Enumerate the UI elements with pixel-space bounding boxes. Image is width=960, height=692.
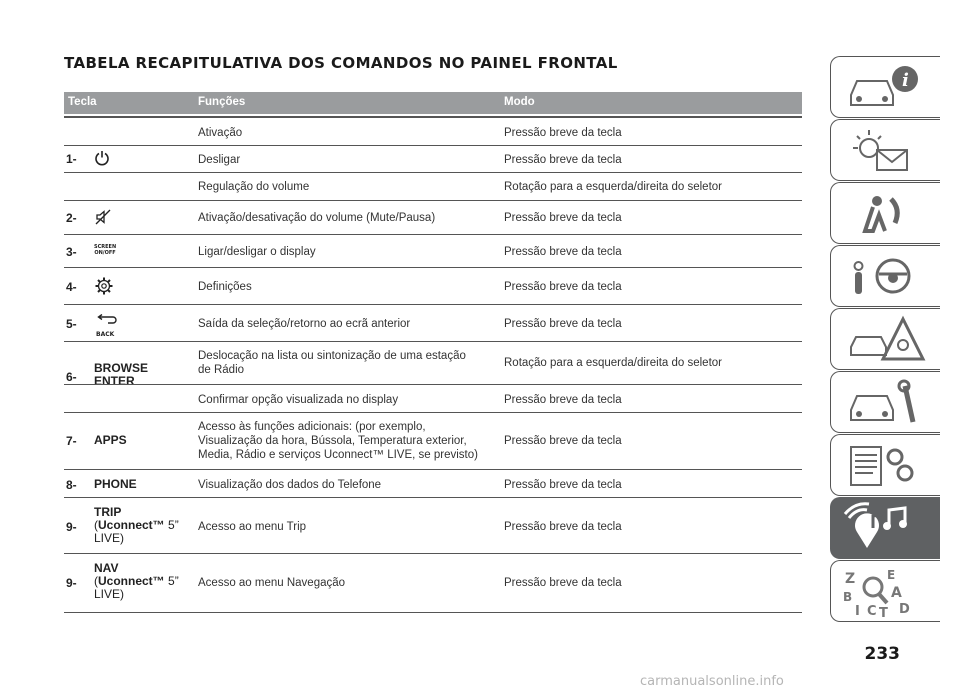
- maintenance-icon: [843, 376, 933, 430]
- tab-multimedia[interactable]: [830, 497, 940, 559]
- tab-maintenance[interactable]: [830, 371, 940, 433]
- function-text: Confirmar opção visualizada no display: [198, 394, 399, 406]
- mode-text: Rotação para a esquerda/direita do seletor: [504, 181, 723, 193]
- svg-text:T: T: [879, 606, 888, 619]
- table-row: [64, 413, 802, 470]
- key-bold: Uconnect™: [98, 574, 165, 588]
- table-row: [64, 268, 802, 305]
- row-number: 4-: [66, 280, 77, 294]
- mode-text: Pressão breve da tecla: [504, 479, 622, 491]
- tab-dashboard-lights[interactable]: [830, 119, 940, 181]
- function-line: Visualização da hora, Bússola, Temperatura exterior,: [198, 435, 467, 447]
- row-number: 8-: [66, 478, 77, 492]
- mode-text: Pressão breve da tecla: [504, 521, 622, 533]
- phone-key: PHONE: [94, 477, 137, 491]
- key-paren: (: [94, 518, 98, 532]
- mode-text: Pressão breve da tecla: [504, 394, 622, 406]
- tab-safety[interactable]: [830, 182, 940, 244]
- function-line: Acesso às funções adicionais: (por exemplo,: [198, 421, 426, 433]
- function-text: Ativação: [198, 127, 243, 139]
- table-subrow: [64, 118, 802, 146]
- svg-text:C: C: [867, 604, 877, 619]
- mode-text: Pressão breve da tecla: [504, 127, 622, 139]
- emergency-warning-icon: [843, 313, 933, 367]
- mode-text: Pressão breve da tecla: [504, 154, 622, 166]
- trip-key: [94, 506, 179, 545]
- tab-index[interactable]: [830, 560, 940, 622]
- car-info-icon: [843, 61, 933, 115]
- row-number: 6-: [66, 370, 77, 384]
- steering-key-icon: [843, 250, 933, 304]
- mode-text: Pressão breve da tecla: [504, 435, 622, 447]
- row-number: 1-: [66, 152, 77, 166]
- mode-text: Pressão breve da tecla: [504, 212, 622, 224]
- tab-car-info[interactable]: [830, 56, 940, 118]
- table-subrow: [64, 385, 802, 413]
- commands-table: [64, 92, 802, 613]
- row-number: 9-: [66, 576, 77, 590]
- function-text: [198, 349, 466, 377]
- table-subrow: [64, 173, 802, 200]
- watermark: carmanualsonline.info: [640, 674, 784, 689]
- mode-text: Pressão breve da tecla: [504, 246, 622, 258]
- nav-key: [94, 562, 179, 601]
- technical-data-icon: [843, 439, 933, 493]
- function-text: Ligar/desligar o display: [198, 246, 316, 258]
- index-icon: [843, 565, 933, 619]
- function-line: de Rádio: [198, 364, 245, 376]
- mode-text: Pressão breve da tecla: [504, 577, 622, 589]
- table-row: [64, 342, 802, 413]
- key-bold: Uconnect™: [98, 518, 165, 532]
- mute-icon: [94, 208, 112, 231]
- svg-text:A: A: [891, 585, 902, 601]
- row-number: 3-: [66, 245, 77, 259]
- table-subrow: [64, 342, 802, 385]
- header-functions: Funções: [198, 96, 246, 108]
- svg-text:Z: Z: [845, 571, 856, 587]
- table-row: [64, 118, 802, 201]
- row-number: 9-: [66, 520, 77, 534]
- key-size: 5”: [164, 518, 179, 532]
- table-row: [64, 305, 802, 342]
- svg-text:D: D: [899, 602, 910, 617]
- function-text: Desligar: [198, 154, 241, 166]
- function-text: Acesso ao menu Trip: [198, 521, 307, 533]
- function-line: Media, Rádio e serviços Uconnect™ LIVE, se previsto): [198, 449, 478, 461]
- onoff-icon-label: ON/OFF: [94, 250, 116, 256]
- tab-technical-data[interactable]: [830, 434, 940, 496]
- multimedia-icon: [843, 502, 933, 556]
- safety-airbag-icon: [843, 187, 933, 241]
- screen-onoff-icon: [94, 244, 116, 256]
- settings-gear-icon: [94, 276, 114, 301]
- back-icon: [94, 313, 118, 338]
- key-paren: (: [94, 574, 98, 588]
- function-text: Visualização dos dados do Telefone: [198, 479, 382, 491]
- function-line: Deslocação na lista ou sintonização de uma estação: [198, 350, 466, 362]
- key-line: LIVE): [94, 587, 125, 601]
- screen-icon-label: SCREEN: [94, 244, 117, 250]
- function-text: Ativação/desativação do volume (Mute/Pausa): [198, 212, 436, 224]
- key-line: ENTER: [94, 374, 135, 388]
- function-text: Saída da seleção/retorno ao ecrã anterior: [198, 318, 411, 330]
- function-text: Definições: [198, 281, 252, 293]
- row-number: 5-: [66, 317, 77, 331]
- mode-text: Pressão breve da tecla: [504, 318, 622, 330]
- tab-emergency[interactable]: [830, 308, 940, 370]
- table-row: [64, 470, 802, 498]
- page-number: 233: [864, 644, 900, 664]
- header-key: Tecla: [68, 96, 97, 108]
- page-title: TABELA RECAPITULATIVA DOS COMANDOS NO PAINEL FRONTAL: [64, 54, 618, 72]
- svg-text:I: I: [855, 604, 860, 619]
- table-row: [64, 498, 802, 554]
- function-text: Acesso ao menu Navegação: [198, 577, 346, 589]
- back-icon-label: BACK: [96, 331, 115, 338]
- row-number: 2-: [66, 211, 77, 225]
- mode-text: Pressão breve da tecla: [504, 281, 622, 293]
- row-number: 7-: [66, 434, 77, 448]
- svg-text:B: B: [843, 590, 853, 604]
- key-line: NAV: [94, 561, 119, 575]
- table-header: [64, 92, 802, 114]
- apps-key: APPS: [94, 433, 127, 447]
- key-line: BROWSE: [94, 361, 148, 375]
- table-row: [64, 235, 802, 268]
- header-mode: Modo: [504, 96, 535, 108]
- table-row: [64, 554, 802, 613]
- svg-text:i: i: [902, 70, 909, 91]
- key-line: LIVE): [94, 531, 125, 545]
- dashboard-lights-icon: [843, 124, 933, 178]
- function-text: Regulação do volume: [198, 181, 310, 193]
- function-text: [198, 420, 478, 462]
- svg-text:E: E: [887, 568, 896, 582]
- table-row: [64, 201, 802, 235]
- table-subrow: [64, 146, 802, 173]
- tab-starting-driving[interactable]: [830, 245, 940, 307]
- key-size: 5”: [164, 574, 179, 588]
- key-line: TRIP: [94, 505, 122, 519]
- mode-text: Rotação para a esquerda/direita do seletor: [504, 357, 723, 369]
